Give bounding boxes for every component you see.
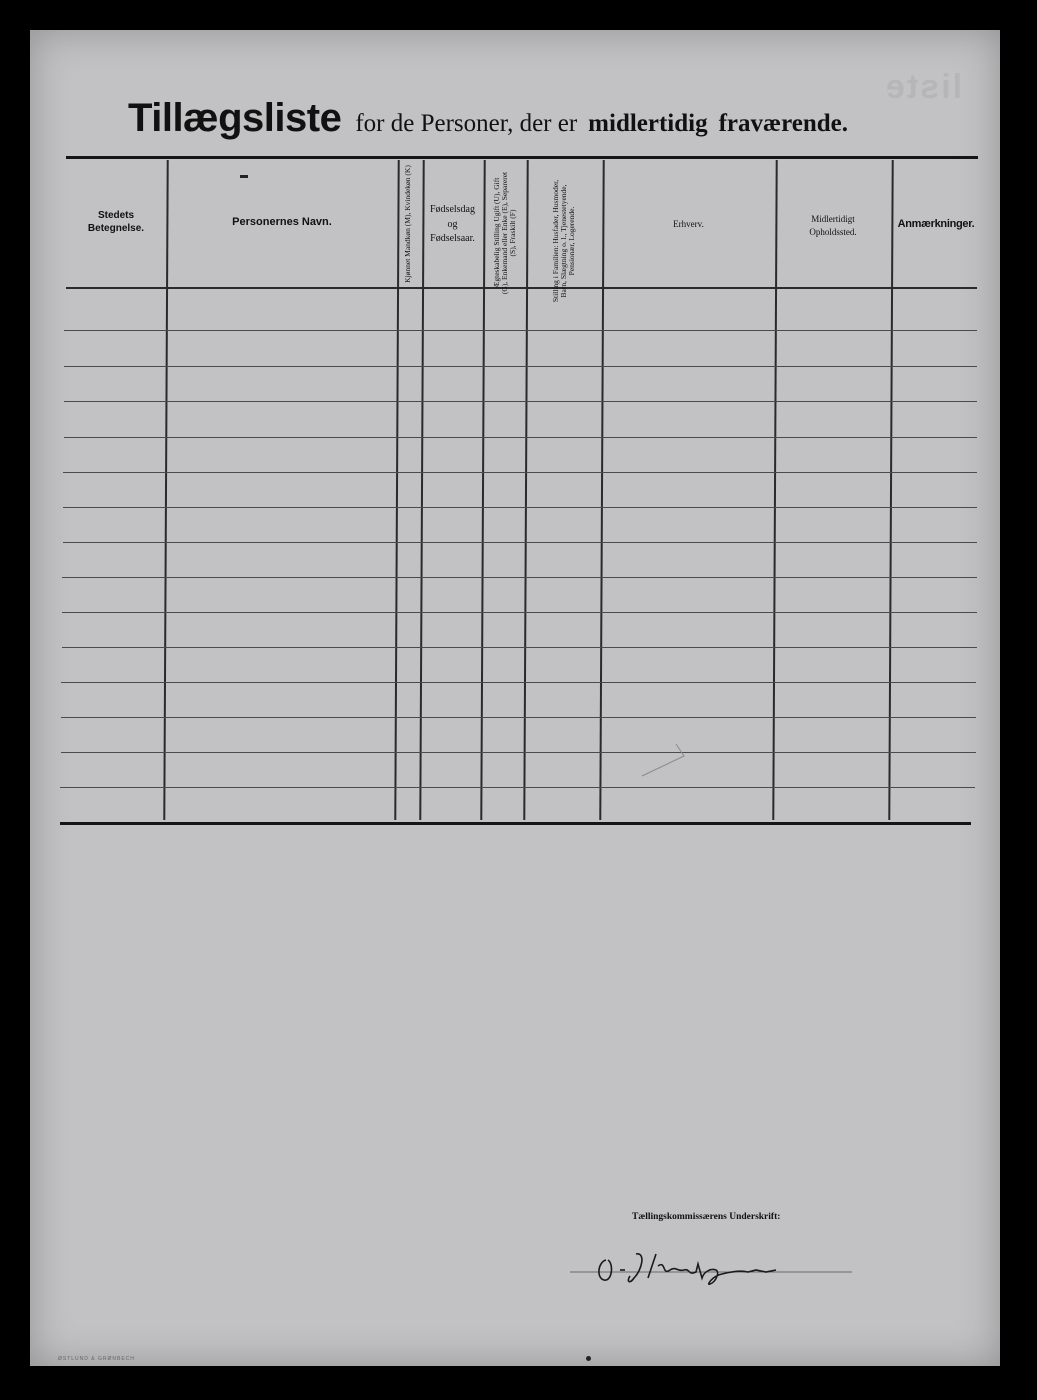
row-line [64, 437, 977, 438]
row-line [63, 507, 977, 508]
row-line [64, 401, 977, 402]
header-aegteskab: Ægteskabelig Stilling Ugift (U), Gift (G), Enkemand eller Enke (E), Separeret (S), Fraskilt (F) [491, 171, 518, 295]
header-kjonnet: Kjønnet Mandkøn (M), Kvindekøn (K) [402, 165, 412, 283]
pencil-stroke-mark [640, 740, 690, 780]
row-line [64, 330, 977, 331]
ink-speck [586, 1356, 591, 1361]
signature-label: Tællingskommissærens Underskrift: [632, 1212, 781, 1222]
table-bottom-rule [60, 822, 971, 825]
bleed-through-text: liste [884, 68, 963, 106]
printer-mark: ØSTLUND & GRØNBECH [58, 1356, 135, 1362]
row-line [61, 717, 976, 718]
title-part1: for de Personer, der er [355, 110, 578, 137]
handwritten-signature [570, 1248, 860, 1292]
row-line [61, 682, 976, 683]
row-line [60, 787, 975, 788]
header-stedets: Stedets Betegnelse. [87, 209, 145, 234]
table-top-rule [66, 156, 978, 159]
page-title [128, 96, 848, 141]
ink-speck [240, 175, 248, 178]
title-part3: fraværende. [718, 110, 848, 137]
header-opholdssted: Midlertidigt Opholdssted. [809, 214, 857, 237]
row-line [63, 542, 977, 543]
row-line [62, 612, 977, 613]
header-anmaerkninger: Anmærkninger. [897, 218, 975, 230]
header-fodsel: Fødselsdag og Fødselsaar. [430, 204, 475, 245]
row-line [61, 752, 976, 753]
row-line [63, 472, 977, 473]
row-line [62, 577, 977, 578]
header-erhverv: Erhverv. [673, 219, 704, 229]
title-main: Tillægsliste [128, 96, 342, 140]
row-line [64, 366, 977, 367]
header-navn: Personernes Navn. [232, 216, 332, 228]
row-line [62, 647, 977, 648]
title-part2: midlertidig [588, 110, 708, 137]
header-familie: Stilling i Familien: Husfader, Husmoder, Barn, Slægtning o. l., Tjenestetyende, Pensionær, Logerende. [550, 179, 577, 303]
